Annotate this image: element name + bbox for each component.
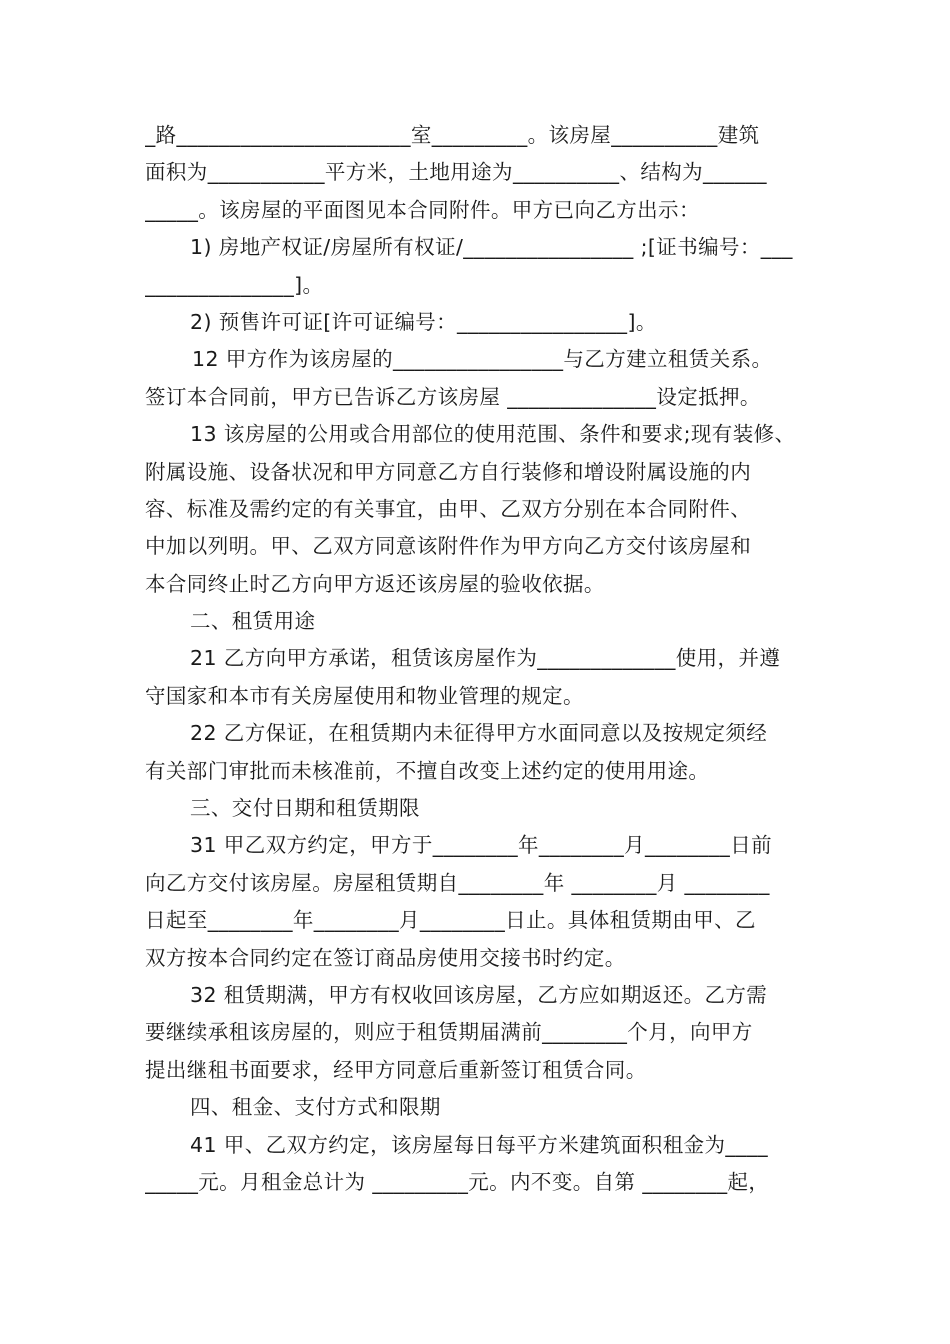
text-line: 面积为___________平方米，土地用途为__________、结构为______	[145, 160, 767, 185]
text-line: 签订本合同前，甲方已告诉乙方该房屋 ______________设定抵押。	[145, 384, 761, 409]
text-line: 向乙方交付该房屋。房屋租赁期自________年 ________月 ________	[145, 870, 770, 895]
text-line: 守国家和本市有关房屋使用和物业管理的规定。	[145, 683, 584, 708]
text-line: 12 甲方作为该房屋的________________与乙方建立租赁关系。	[192, 347, 773, 372]
text-line: _____元。月租金总计为 _________元。内不变。自第 ________起，	[145, 1169, 770, 1194]
section-heading: 三、交付日期和租赁期限	[190, 796, 420, 821]
text-line: 要继续承租该房屋的，则应于租赁期届满前________个月，向甲方	[145, 1020, 753, 1045]
section-heading: 四、租金、支付方式和限期	[190, 1095, 441, 1120]
text-line: 双方按本合同约定在签订商品房使用交接书时约定。	[145, 945, 626, 970]
text-line: 日起至________年________月________日止。具体租赁期由甲、乙	[145, 908, 756, 933]
text-line: 1) 房地产权证/房屋所有权证/________________ ;[证书编号：___	[190, 235, 793, 260]
text-line: 本合同终止时乙方向甲方返还该房屋的验收依据。	[145, 571, 605, 596]
text-line: 有关部门审批而未核准前，不擅自改变上述约定的使用用途。	[145, 758, 710, 783]
text-line: _____。该房屋的平面图见本合同附件。甲方已向乙方出示：	[145, 197, 700, 222]
text-line: 提出继租书面要求，经甲方同意后重新签订租赁合同。	[145, 1057, 647, 1082]
text-line: 13 该房屋的公用或合用部位的使用范围、条件和要求;现有装修、	[190, 422, 796, 447]
document-page	[145, 117, 810, 1201]
text-line: 22 乙方保证，在租赁期内未征得甲方水面同意以及按规定须经	[190, 721, 768, 746]
text-line: 41 甲、乙双方约定，该房屋每日每平方米建筑面积租金为____	[190, 1132, 769, 1157]
text-line: 附属设施、设备状况和甲方同意乙方自行装修和增设附属设施的内	[145, 459, 752, 484]
text-line: 容、标准及需约定的有关事宜，由甲、乙双方分别在本合同附件、	[145, 496, 752, 521]
section-heading: 二、租赁用途	[190, 609, 316, 634]
text-line: 32 租赁期满，甲方有权收回该房屋，乙方应如期返还。乙方需	[190, 982, 768, 1007]
text-line: 31 甲乙双方约定，甲方于________年________月________日前	[190, 833, 773, 858]
text-line: ______________]。	[145, 272, 324, 297]
text-line: 21 乙方向甲方承诺，租赁该房屋作为_____________使用，并遵	[190, 646, 781, 671]
text-line: 中加以列明。甲、乙双方同意该附件作为甲方向乙方交付该房屋和	[145, 534, 752, 559]
text-line: _路______________________室_________。该房屋__________建筑	[145, 123, 760, 147]
text-line: 2) 预售许可证[许可证编号：________________]。	[190, 309, 657, 334]
